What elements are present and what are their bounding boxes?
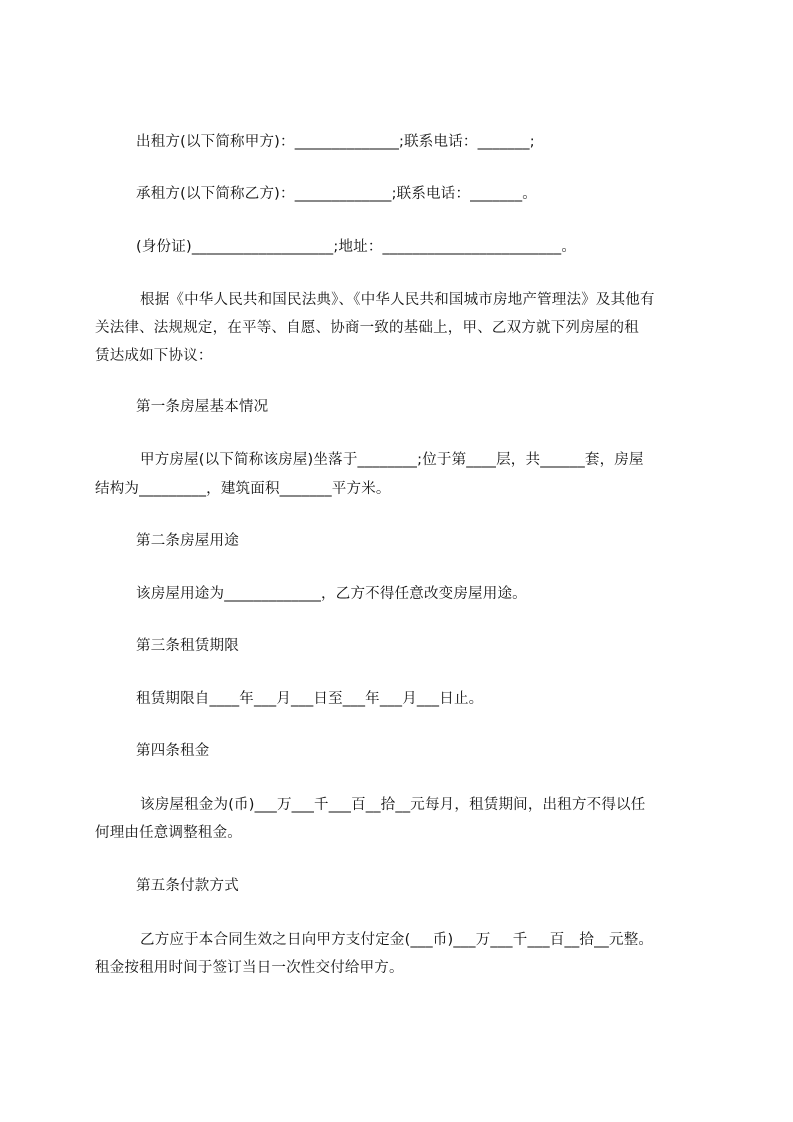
preamble-line-1: 根据《中华人民共和国民法典》、《中华人民共和国城市房地产管理法》及其他有 <box>140 292 655 308</box>
article-4-heading: 第四条租金 <box>136 743 210 759</box>
article-1-line-1: 甲方房屋(以下简称该房屋)坐落于________;位于第____层，共______套，房屋 <box>140 452 644 468</box>
article-5-line-2: 租金按租用时间于签订当日一次性交付给甲方。 <box>95 960 404 976</box>
article-1-heading: 第一条房屋基本情况 <box>136 399 269 415</box>
article-1-line-2: 结构为_________，建筑面积_______平方米。 <box>95 481 391 497</box>
preamble-line-3: 赁达成如下协议： <box>95 348 213 364</box>
article-4-line-2: 何理由任意调整租金。 <box>95 825 242 841</box>
article-2-line-1: 该房屋用途为_____________，乙方不得任意改变房屋用途。 <box>136 586 527 602</box>
lessee-line: 承租方(以下简称乙方)：_____________;联系电话：_______。 <box>136 186 537 202</box>
preamble-line-2: 关法律、法规规定，在平等、自愿、协商一致的基础上，甲、乙双方就下列房屋的租 <box>95 320 639 336</box>
article-5-line-1: 乙方应于本合同生效之日向甲方支付定金(___币)___万___千___百__拾__元整。 <box>140 932 654 948</box>
article-5-heading: 第五条付款方式 <box>136 878 239 894</box>
id-address-line: (身份证)___________________;地址：________________________。 <box>136 239 577 255</box>
article-4-line-1: 该房屋租金为(币)___万___千___百__拾__元每月，租赁期间，出租方不得以任 <box>140 797 646 813</box>
lessor-line: 出租方(以下简称甲方)：______________;联系电话：_______; <box>136 134 535 150</box>
article-2-heading: 第二条房屋用途 <box>136 533 239 549</box>
article-3-heading: 第三条租赁期限 <box>136 638 239 654</box>
article-3-line-1: 租赁期限自____年___月___日至___年___月___日止。 <box>136 691 484 707</box>
